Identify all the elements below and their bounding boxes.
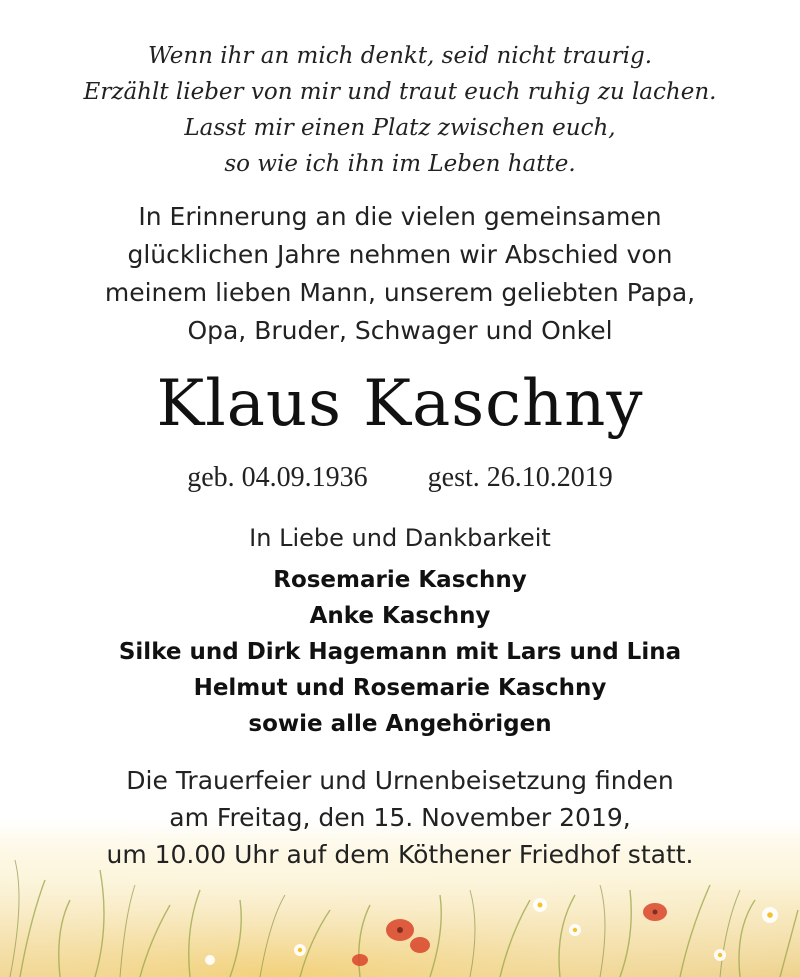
birth-date: geb. 04.09.1936 <box>187 462 368 493</box>
funeral-details <box>0 762 800 873</box>
deceased-name: Klaus Kaschny <box>156 367 644 441</box>
mourners-list <box>0 562 800 742</box>
funeral-line: am Freitag, den 15. November 2019, <box>169 803 631 832</box>
mourner-name: Anke Kaschny <box>309 603 491 629</box>
intro-line: glücklichen Jahre nehmen wir Abschied von <box>127 240 673 269</box>
poem-line: Lasst mir einen Platz zwischen euch, <box>184 115 616 141</box>
poem-line: so wie ich ihn im Leben hatte. <box>224 151 576 177</box>
funeral-line: Die Trauerfeier und Urnenbeisetzung finden <box>126 766 674 795</box>
intro-line: Opa, Bruder, Schwager und Onkel <box>187 316 613 345</box>
mourner-name: Silke und Dirk Hagemann mit Lars und Lina <box>118 639 682 665</box>
funeral-line: um 10.00 Uhr auf dem Köthener Friedhof statt. <box>106 840 694 869</box>
death-date: gest. 26.10.2019 <box>427 462 613 493</box>
memorial-poem <box>0 38 800 182</box>
life-dates <box>0 460 800 496</box>
intro-line: In Erinnerung an die vielen gemeinsamen <box>138 202 662 231</box>
mourner-name: Helmut und Rosemarie Kaschny <box>193 675 607 701</box>
thanks-heading: In Liebe und Dankbarkeit <box>249 524 551 552</box>
farewell-intro <box>0 198 800 350</box>
intro-line: meinem lieben Mann, unserem geliebten Papa, <box>104 278 696 307</box>
mourner-name: sowie alle Angehörigen <box>248 711 552 737</box>
poem-line: Wenn ihr an mich denkt, seid nicht traurig. <box>147 43 653 69</box>
mourner-name: Rosemarie Kaschny <box>273 567 527 593</box>
poem-line: Erzählt lieber von mir und traut euch ruhig zu lachen. <box>83 79 717 105</box>
